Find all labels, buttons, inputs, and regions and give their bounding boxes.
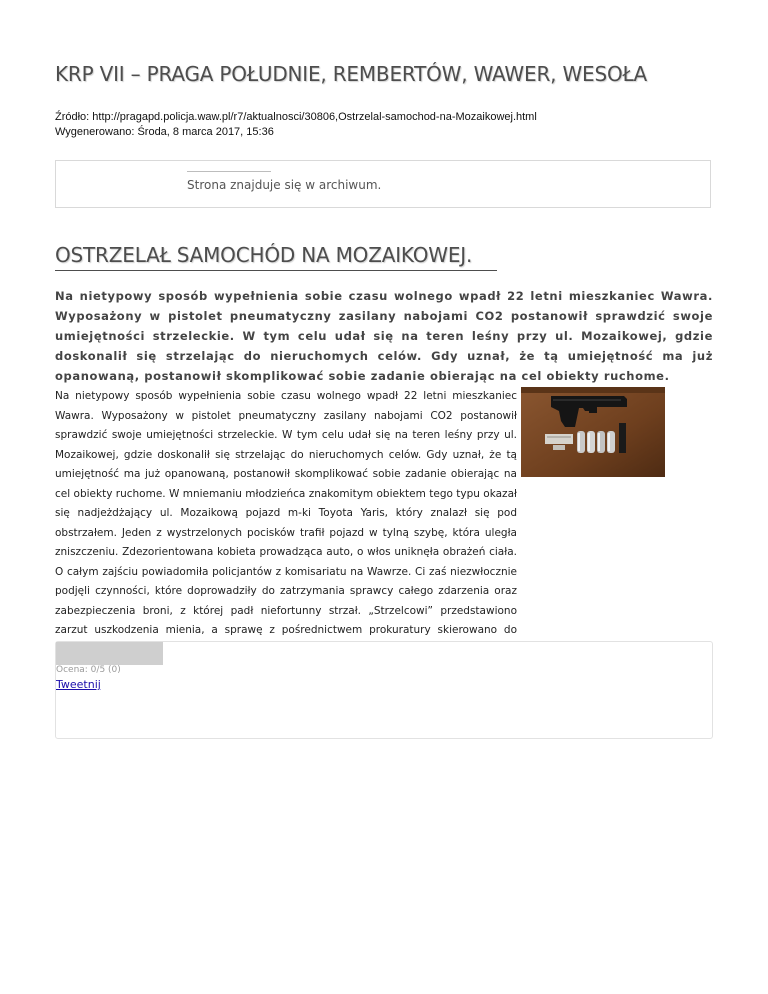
evidence-photo-icon [521,387,665,477]
article-body: Na nietypowy sposób wypełnienia sobie czasu wolnego wpadł 22 letni mieszkaniec Wawra. Wyposażony w pistolet pneumatyczny zasilany nabojami CO2 postanowił sprawdzić swoje umiejętności strzeleckie. W tym celu udał się na teren leśny przy ul. Mozaikowej, gdzie doskonalił się strzelając do nieruchomych celów. Gdy uznał, że tą umiejętność ma już opanowaną, postanowił skomplikować sobie zadanie obierając na cel obiekty ruchome. W mniemaniu młodzieńca znakomitym obiektem tego typu okazał się nadjeżdżający ul. Mozaikową pojazd m-ki Toyota Yaris, który znalazł się pod obstrzałem. Jeden z wystrzelonych pocisków trafił pojazd w tylną szybę, która uległa zniszczeniu. Zdezorientowana kobieta prowadząca auto, o włos uniknęła obrażeń ciała. O całym zajściu powiadomiła policjantów z komisariatu na Wawrze. Ci zaś niezwłocznie podjęli czynności, które doprowadziły do zatrzymania sprawcy całego zdarzenia oraz zabezpieczenia broni, z której padł niefortunny strzał. „Strzelcowi” przedstawiono zarzut uszkodzenia mienia, a sprawę z pośrednictwem prokuratury skierowano do [55,390,517,636]
document-meta [55,110,537,140]
rating-label: Ocena: 0/5 (0) [56,665,121,675]
site-title: KRP VII – PRAGA POŁUDNIE, REMBERTÓW, WAWER, WESOŁA [55,62,648,86]
rating-box [55,641,713,739]
rating-stars-widget[interactable] [56,642,163,665]
archive-notice: Strona znajduje się w archiwum. [187,178,382,192]
article-lead: Na nietypowy sposób wypełnienia sobie czasu wolnego wpadł 22 letni mieszkaniec Wawra. Wyposażony w pistolet pneumatyczny zasilany nabojami CO2 postanowił sprawdzić swoje umiejętności strzeleckie. W tym celu udał się na teren leśny przy ul. Mozaikowej, gdzie doskonalił się strzelając do nieruchomych celów. Gdy uznał, że tą umiejętność ma już opanowaną, postanowił skomplikować sobie zadanie obierając na cel obiekty ruchome. [55,289,713,383]
article-title: OSTRZELAŁ SAMOCHÓD NA MOZAIKOWEJ. [55,243,473,267]
generated-line: Wygenerowano: Środa, 8 marca 2017, 15:36 [55,126,274,138]
tweet-link[interactable]: Tweetnij [56,678,101,691]
archive-divider [187,171,271,172]
archive-notice-box [55,160,711,208]
article-title-underline [55,270,497,271]
source-line: Źródło: http://pragapd.policja.waw.pl/r7/aktualnosci/30806,Ostrzelal-samochod-na-Mozaikowej.html [55,111,537,123]
article-photo[interactable] [521,387,665,477]
